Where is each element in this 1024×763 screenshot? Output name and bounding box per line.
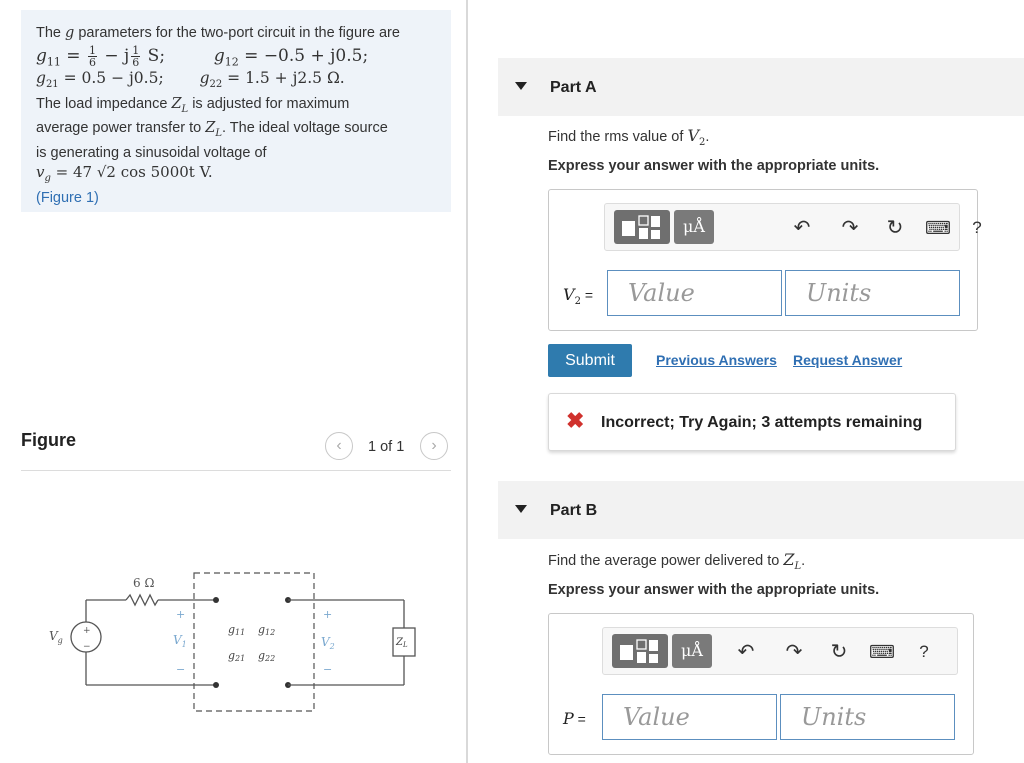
svg-text:−: − bbox=[83, 642, 91, 652]
svg-text:+: + bbox=[83, 626, 91, 636]
source-label: $V_g$ bbox=[49, 629, 63, 645]
collapse-caret-icon[interactable] bbox=[515, 505, 527, 513]
svg-text:ZL: $Z_L$ bbox=[396, 637, 408, 649]
figure-pager-text: 1 of 1 bbox=[368, 439, 405, 455]
part-a-answer-box bbox=[548, 189, 982, 331]
units-input[interactable]: Units bbox=[785, 270, 960, 316]
part-b-instruction: Express your answer with the appropriate units. bbox=[548, 582, 880, 598]
math-toolbar bbox=[602, 627, 958, 675]
svg-text:+: + bbox=[176, 608, 186, 621]
circuit-diagram bbox=[36, 570, 436, 720]
keyboard-icon[interactable]: ⌨ bbox=[869, 642, 895, 662]
resistor-6ohm bbox=[126, 595, 158, 605]
part-b-header[interactable]: Part B bbox=[498, 481, 1024, 539]
help-icon[interactable]: ? bbox=[919, 642, 929, 661]
keyboard-icon[interactable]: ⌨ bbox=[925, 218, 951, 238]
part-b-answer-box bbox=[548, 613, 974, 755]
value-input[interactable]: Value bbox=[607, 270, 782, 316]
previous-answers-link[interactable]: Previous Answers bbox=[656, 352, 777, 368]
units-input[interactable]: Units bbox=[780, 694, 955, 740]
two-port-box bbox=[194, 573, 314, 711]
previous-figure-button[interactable]: ‹ bbox=[325, 432, 353, 460]
v1-label: $V_1$ bbox=[173, 633, 187, 649]
help-icon[interactable]: ? bbox=[972, 218, 982, 237]
figure-header bbox=[21, 430, 451, 471]
undo-icon[interactable]: ↶ bbox=[793, 217, 811, 239]
templates-button[interactable] bbox=[614, 210, 670, 244]
resistor-label: 6 Ω bbox=[133, 576, 155, 590]
problem-line-1: The g parameters for the two-port circuit in the figure are bbox=[36, 25, 400, 41]
panel-divider[interactable] bbox=[466, 0, 468, 763]
svg-text:+: + bbox=[323, 608, 333, 621]
request-answer-link[interactable]: Request Answer bbox=[793, 352, 903, 368]
problem-line-avg: average power transfer to $Z_L$. The ideal voltage source bbox=[36, 120, 388, 140]
figure-link[interactable]: Figure 1 bbox=[40, 189, 95, 206]
g-params-line-1: $g_{11}$ = $\frac{1}{6}$ − j $\frac{1}{6}$ S; $g_{12} = -0.5 + j0.5$; bbox=[36, 43, 369, 69]
math-toolbar bbox=[604, 203, 982, 251]
p-variable-label: P = bbox=[563, 709, 586, 728]
problem-statement bbox=[21, 10, 451, 212]
v2-variable-label: $V_2$ = bbox=[563, 285, 594, 308]
svg-text:g22: g22 bbox=[258, 649, 276, 663]
templates-button[interactable] bbox=[612, 634, 668, 668]
submit-button[interactable]: Submit bbox=[548, 344, 632, 377]
units-button[interactable]: μÅ bbox=[674, 210, 714, 244]
source-voltage: $v_g = 47$ √2 cos 5000t V. bbox=[36, 163, 213, 185]
reset-icon[interactable]: ↻ bbox=[886, 217, 904, 239]
reset-icon[interactable]: ↻ bbox=[830, 641, 848, 663]
problem-line-gen: is generating a sinusoidal voltage of bbox=[36, 144, 267, 161]
svg-text:g11: g11 bbox=[228, 623, 246, 637]
svg-text:−: − bbox=[176, 663, 186, 676]
g-params-line-2: $g_{21} = 0.5 - j0.5$; $g_{22} = 1.5 + j2.5$ Ω. bbox=[36, 69, 345, 91]
part-a-instruction: Express your answer with the appropriate units. bbox=[548, 158, 880, 174]
error-x-icon: ✖ bbox=[566, 408, 585, 433]
figure-link-line: (Figure 1) bbox=[36, 189, 99, 206]
problem-line-load: The load impedance $Z_L$ is adjusted for maximum bbox=[36, 95, 350, 115]
redo-icon[interactable]: ↷ bbox=[785, 641, 803, 663]
redo-icon[interactable]: ↷ bbox=[841, 217, 859, 239]
units-button[interactable]: μÅ bbox=[672, 634, 712, 668]
part-a-header[interactable]: Part A bbox=[498, 58, 1024, 116]
figure-title: Figure bbox=[21, 430, 77, 450]
svg-text:−: − bbox=[323, 663, 333, 676]
collapse-caret-icon[interactable] bbox=[515, 82, 527, 90]
part-b-prompt: Find the average power delivered to $Z_L$. bbox=[548, 550, 806, 572]
value-input[interactable]: Value bbox=[602, 694, 777, 740]
next-figure-button[interactable]: › bbox=[420, 432, 448, 460]
svg-text:g12: g12 bbox=[258, 623, 276, 637]
feedback-message: ✖ Incorrect; Try Again; 3 attempts remaining bbox=[548, 393, 956, 451]
undo-icon[interactable]: ↶ bbox=[737, 641, 755, 663]
part-a-prompt: Find the rms value of $V_2$. bbox=[548, 126, 710, 148]
v2-label: $V_2$ bbox=[321, 635, 335, 651]
svg-text:g21: g21 bbox=[228, 649, 246, 663]
